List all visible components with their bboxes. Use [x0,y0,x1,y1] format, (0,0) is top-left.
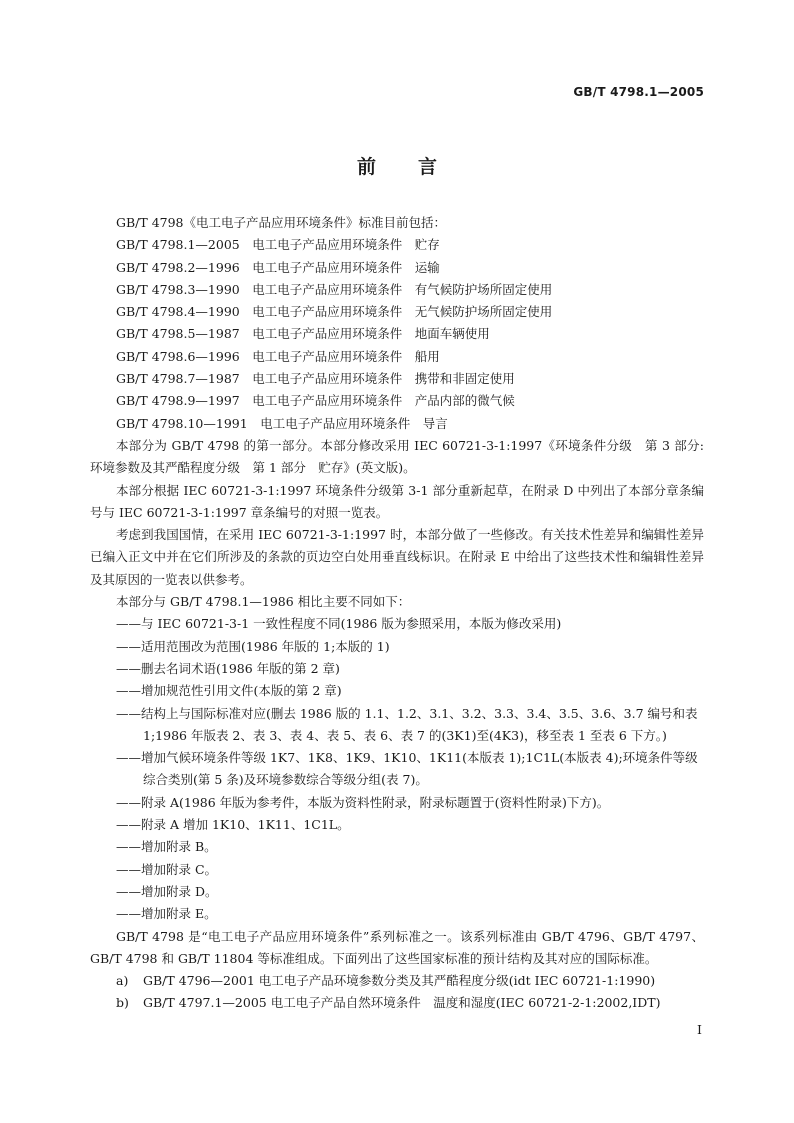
standard-code: GB/T 4798.1—2005 [573,85,704,99]
standards-list-item: GB/T 4798.9—1997 电工电子产品应用环境条件 产品内部的微气候 [116,393,515,409]
standards-list-item: GB/T 4798.6—1996 电工电子产品应用环境条件 船用 [116,348,440,364]
paragraph-series: GB/T 4798 是“电工电子产品应用环境条件”系列标准之一。该系列标准由 GB/T 4796、GB/T 4797、GB/T 4798 和 GB/T 11804 等标准组成。下面列出了这些国家标准的预计结构及其对应的国际标准。 [90,928,704,966]
change-item: ——增加附录 C。 [116,861,218,877]
series-item-marker: b) [116,995,129,1011]
change-item: ——删去名词术语(1986 年版的第 2 章) [116,660,340,676]
standards-list-item: GB/T 4798.4—1990 电工电子产品应用环境条件 无气候防护场所固定使用 [116,304,553,320]
change-item: ——适用范围改为范围(1986 年版的 1;本版的 1) [116,638,390,654]
intro-line: GB/T 4798《电工电子产品应用环境条件》标准目前包括： [116,215,447,230]
change-item: ——结构上与国际标准对应(删去 1986 版的 1.1、1.2、3.1、3.2、3.3、3.4、3.5、3.6、3.7 编号和表 1;1986 年版表 2、表 3、表 4、表 5、表 6、表 7 的(3K1)至(4K3)，移至表 1 至表 6 下方。) [116,705,698,743]
paragraph-modifications: 考虑到我国国情，在采用 IEC 60721-3-1:1997 时，本部分做了一些修改。有关技术性差异和编辑性差异已编入正文中并在它们所涉及的条款的页边空白处用垂直线标识。在附录 E 中给出了这些技术性和编辑性差异及其原因的一览表以供参考。 [90,527,704,587]
paragraph-part-one: 本部分为 GB/T 4798 的第一部分。本部分修改采用 IEC 60721-3-1:1997《环境条件分级 第 3 部分:环境参数及其严酷程度分级 第 1 部分 贮存》(英文版)。 [90,437,704,476]
change-item: ——附录 A(1986 年版为参考件，本版为资料性附录，附录标题置于(资料性附录)下方)。 [116,794,610,810]
change-item: ——增加气候环境条件等级 1K7、1K8、1K9、1K10、1K11(本版表 1);1C1L(本版表 4);环境条件等级综合类别(第 5 条)及环境参数综合等级分组(表 7)。 [116,750,698,788]
standards-list-item: GB/T 4798.2—1996 电工电子产品应用环境条件 运输 [116,259,440,275]
document-body [90,212,704,1015]
change-item: ——附录 A 增加 1K10、1K11、1C1L。 [116,817,350,833]
series-item [90,970,704,992]
series-list [90,970,704,1015]
change-item: ——增加规范性引用文件(本版的第 2 章) [116,683,342,699]
paragraph-differences-intro: 本部分与 GB/T 4798.1—1986 相比主要不同如下： [116,594,411,610]
standards-list-item: GB/T 4798.10—1991 电工电子产品应用环境条件 导言 [116,415,448,431]
series-item [90,992,704,1014]
changes-list [90,613,704,925]
change-item: ——与 IEC 60721-3-1 一致性程度不同(1986 版为参照采用，本版为修改采用) [116,616,562,632]
change-item: ——增加附录 B。 [116,839,217,855]
change-item: ——增加附录 E。 [116,906,217,922]
page-number: I [697,1022,702,1037]
standards-list-item: GB/T 4798.1—2005 电工电子产品应用环境条件 贮存 [116,237,440,253]
series-item-text: GB/T 4797.1—2005 电工电子产品自然环境条件 温度和湿度(IEC 60721-2-1:2002,IDT) [143,995,661,1011]
page-title: 前言 [356,156,479,178]
standards-list [90,234,704,435]
series-item-text: GB/T 4796—2001 电工电子产品环境参数分类及其严酷程度分级(idt IEC 60721-1:1990) [143,973,656,989]
paragraph-redraft: 本部分根据 IEC 60721-3-1:1997 环境条件分级第 3-1 部分重新起草，在附录 D 中列出了本部分章条编号与 IEC 60721-3-1:1997 章条编号的对照一览表。 [90,482,704,520]
series-item-marker: a) [116,973,129,989]
standards-list-item: GB/T 4798.7—1987 电工电子产品应用环境条件 携带和非固定使用 [116,371,515,387]
standards-list-item: GB/T 4798.3—1990 电工电子产品应用环境条件 有气候防护场所固定使用 [116,281,553,297]
change-item: ——增加附录 D。 [116,883,218,899]
standards-list-item: GB/T 4798.5—1987 电工电子产品应用环境条件 地面车辆使用 [116,326,490,342]
